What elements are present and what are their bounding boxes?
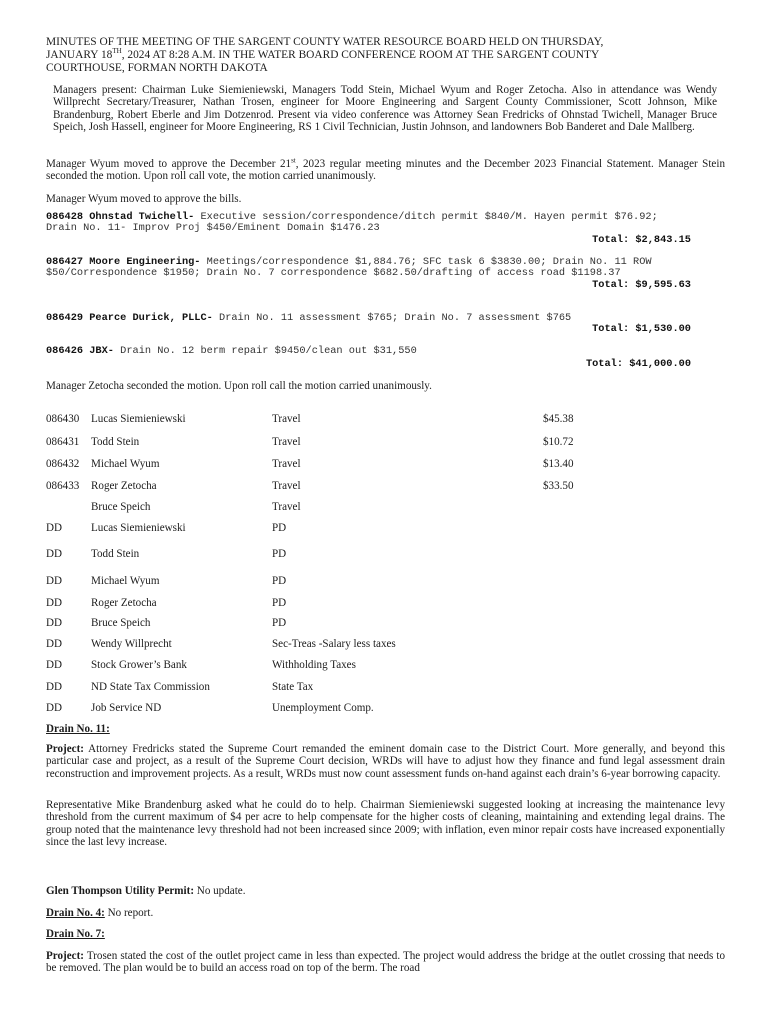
bills-seconded-motion: Manager Zetocha seconded the motion. Upon roll call the motion carried unanimously. [46,380,432,392]
invoice-jbx [46,346,691,371]
heading-location-text: , 2024 AT 8:28 A.M. IN THE WATER BOARD CONFERENCE ROOM AT THE SARGENT COUNTY [121,49,600,61]
payment-description: Unemployment Comp. [272,702,374,714]
payment-name: ND State Tax Commission [91,681,210,693]
payment-name: Michael Wyum [91,575,160,587]
payment-description: State Tax [272,681,314,693]
payment-description: PD [272,597,287,609]
invoice-pearce-durick [46,313,691,336]
payment-description: PD [272,522,287,534]
payment-description: Withholding Taxes [272,659,356,671]
payment-name: Lucas Siemieniewski [91,413,186,425]
drain-11-heading [46,723,110,736]
payment-code: 086432 [46,458,80,470]
project-label: Project: [46,950,84,962]
payment-name: Bruce Speich [91,501,151,513]
payment-name: Bruce Speich [91,617,151,629]
glen-thompson-text: No update. [194,885,246,897]
payment-row [46,521,646,535]
heading-line-2 [46,49,726,62]
heading-date-suffix: TH [112,47,122,56]
drain-11-representative-paragraph: Representative Mike Brandenburg asked what he could do to help. Chairman Siemieniewski suggested looking at increasing the maintenance levy threshold from the current maximum of $4 per acre to help compensate for the higher costs of cleaning, maintaining and extending legal drains. The group noted that the maintenance levy threshold had not been increased since 2009; with inflation, even minor repair costs have increased exponentially since the last levy increase. [46,799,725,848]
drain-4-section [46,907,725,919]
payment-name: Roger Zetocha [91,597,157,609]
payment-row [46,412,646,426]
invoice-moore-engineering [46,257,691,291]
payment-name: Job Service ND [91,702,162,714]
drain-7-title: Drain No. 7: [46,928,105,940]
payment-code: DD [46,638,63,650]
payment-row [46,701,646,715]
payment-row [46,637,646,651]
payment-description: Travel [272,413,301,425]
payment-description: Travel [272,458,301,470]
invoice-total: Total: $41,000.00 [585,358,691,371]
project-label: Project: [46,743,84,755]
payment-code: 086433 [46,480,80,492]
payment-code: 086431 [46,436,80,448]
payment-code: DD [46,659,63,671]
payment-name: Stock Grower’s Bank [91,659,187,671]
payment-code: DD [46,702,63,714]
payment-amount: $45.38 [543,413,574,425]
payment-code: DD [46,522,63,534]
payment-row [46,596,646,610]
payment-code: DD [46,617,63,629]
payment-name: Todd Stein [91,548,140,560]
invoice-total: Total: $9,595.63 [592,278,691,291]
invoice-detail: Executive session/correspondence/ditch permit $840/M. Hayen permit $76.92; Drain No. 11- Improv Proj $450/Eminent Domain $1476.23 [46,211,658,235]
invoice-header: 086429 Pearce Durick, PLLC- [46,312,213,324]
invoice-total: Total: $1,530.00 [592,323,691,336]
motion-date-suffix: st [291,156,296,165]
payment-row [46,574,646,588]
drain-7-project-paragraph [46,950,725,975]
payment-row [46,435,646,449]
payment-row [46,500,646,514]
payment-code: 086430 [46,413,80,425]
payment-row [46,658,646,672]
payment-code: DD [46,681,63,693]
glen-thompson-label: Glen Thompson Utility Permit: [46,885,195,897]
glen-thompson-permit [46,885,725,897]
payment-description: Sec-Treas -Salary less taxes [272,638,396,650]
motion-text-start: Manager Wyum moved to approve the December 21 [46,158,292,170]
payment-name: Roger Zetocha [91,480,157,492]
payment-row [46,547,646,561]
payment-description: Travel [272,501,301,513]
bills-approval-motion: Manager Wyum moved to approve the bills. [46,193,242,205]
payment-description: PD [272,575,287,587]
attendance-paragraph: Managers present: Chairman Luke Siemieniewski, Managers Todd Stein, Michael Wyum and Roger Zetocha. Also in attendance was Wendy Willprecht Secretary/Treasurer, Nathan Trosen, engineer for Moore Engineering and Sargent County Commissioner, Scott Johnson, Mike Brandenburg, Robert Eberle and Jim Dotzenrod. Present via video conference was Attorney Sean Fredricks of Ohnstad Twichell, Manager Bruce Speich, Josh Hassell, engineer for Moore Engineering, RS 1 Civil Technician, Justin Johnson, and landowners Bob Banderet and Dale Mallberg. [53,84,717,133]
payment-name: Lucas Siemieniewski [91,522,186,534]
drain-4-text: No report. [104,907,154,919]
payment-description: Travel [272,480,301,492]
invoice-detail: Drain No. 11 assessment $765; Drain No. 7 assessment $765 [212,312,572,324]
heading-line-3: COURTHOUSE, FORMAN NORTH DAKOTA [46,62,268,74]
invoice-header: 086428 Ohnstad Twichell- [46,211,195,223]
motion-text-end: , 2023 regular meeting minutes and the December 2023 Financial Statement. Manager Stein seconded the motion. Upon roll call vote, the motion carried unanimously. [46,158,725,183]
invoice-ohnstad-twichell [46,212,691,246]
invoice-header: 086427 Moore Engineering- [46,256,201,268]
heading-date-text: JANUARY 18 [46,49,113,61]
payment-amount: $13.40 [543,458,574,470]
heading-line-1: MINUTES OF THE MEETING OF THE SARGENT COUNTY WATER RESOURCE BOARD HELD ON THURSDAY, [46,36,604,48]
project-text: Attorney Fredricks stated the Supreme Court remanded the eminent domain case to the District Court. More generally, and beyond this particular case and project, as a result of the Supreme Court decision, WRDs will have to adjust how they finance and fund legal assessment drain reconstruction and improvement projects. As a result, WRDs must now count assessment funds on-hand against each drain’s 6-year borrowing capacity. [46,743,725,780]
invoice-header: 086426 JBX- [46,345,114,357]
payment-row [46,680,646,694]
payment-code: DD [46,548,63,560]
drain-11-title: Drain No. 11: [46,723,110,735]
payment-name: Michael Wyum [91,458,160,470]
payment-amount: $10.72 [543,436,574,448]
payment-row [46,479,646,493]
project-text: Trosen stated the cost of the outlet project came in less than expected. The project would address the bridge at the outlet crossing that needs to be removed. The plan would be to build an access road on top of the berm. The road [46,950,725,975]
payment-description: PD [272,617,287,629]
drain-11-project-paragraph [46,743,725,780]
minutes-heading [46,36,726,75]
payment-row [46,616,646,630]
payment-code: DD [46,575,63,587]
invoice-total: Total: $2,843.15 [592,233,691,246]
payment-description: Travel [272,436,301,448]
drain-7-heading [46,928,105,941]
payment-name: Wendy Willprecht [91,638,172,650]
payment-row [46,457,646,471]
payment-description: PD [272,548,287,560]
payment-name: Todd Stein [91,436,140,448]
invoice-detail: Meetings/correspondence $1,884.76; SFC task 6 $3830.00; Drain No. 11 ROW $50/Correspondence $1950; Drain No. 7 correspondence $682.50/drafting of access road $1198.37 [46,256,652,280]
payment-code: DD [46,597,63,609]
payment-amount: $33.50 [543,480,574,492]
invoice-detail: Drain No. 12 berm repair $9450/clean out $31,550 [113,345,417,357]
drain-4-title: Drain No. 4: [46,907,105,919]
minutes-approval-motion [46,158,725,183]
